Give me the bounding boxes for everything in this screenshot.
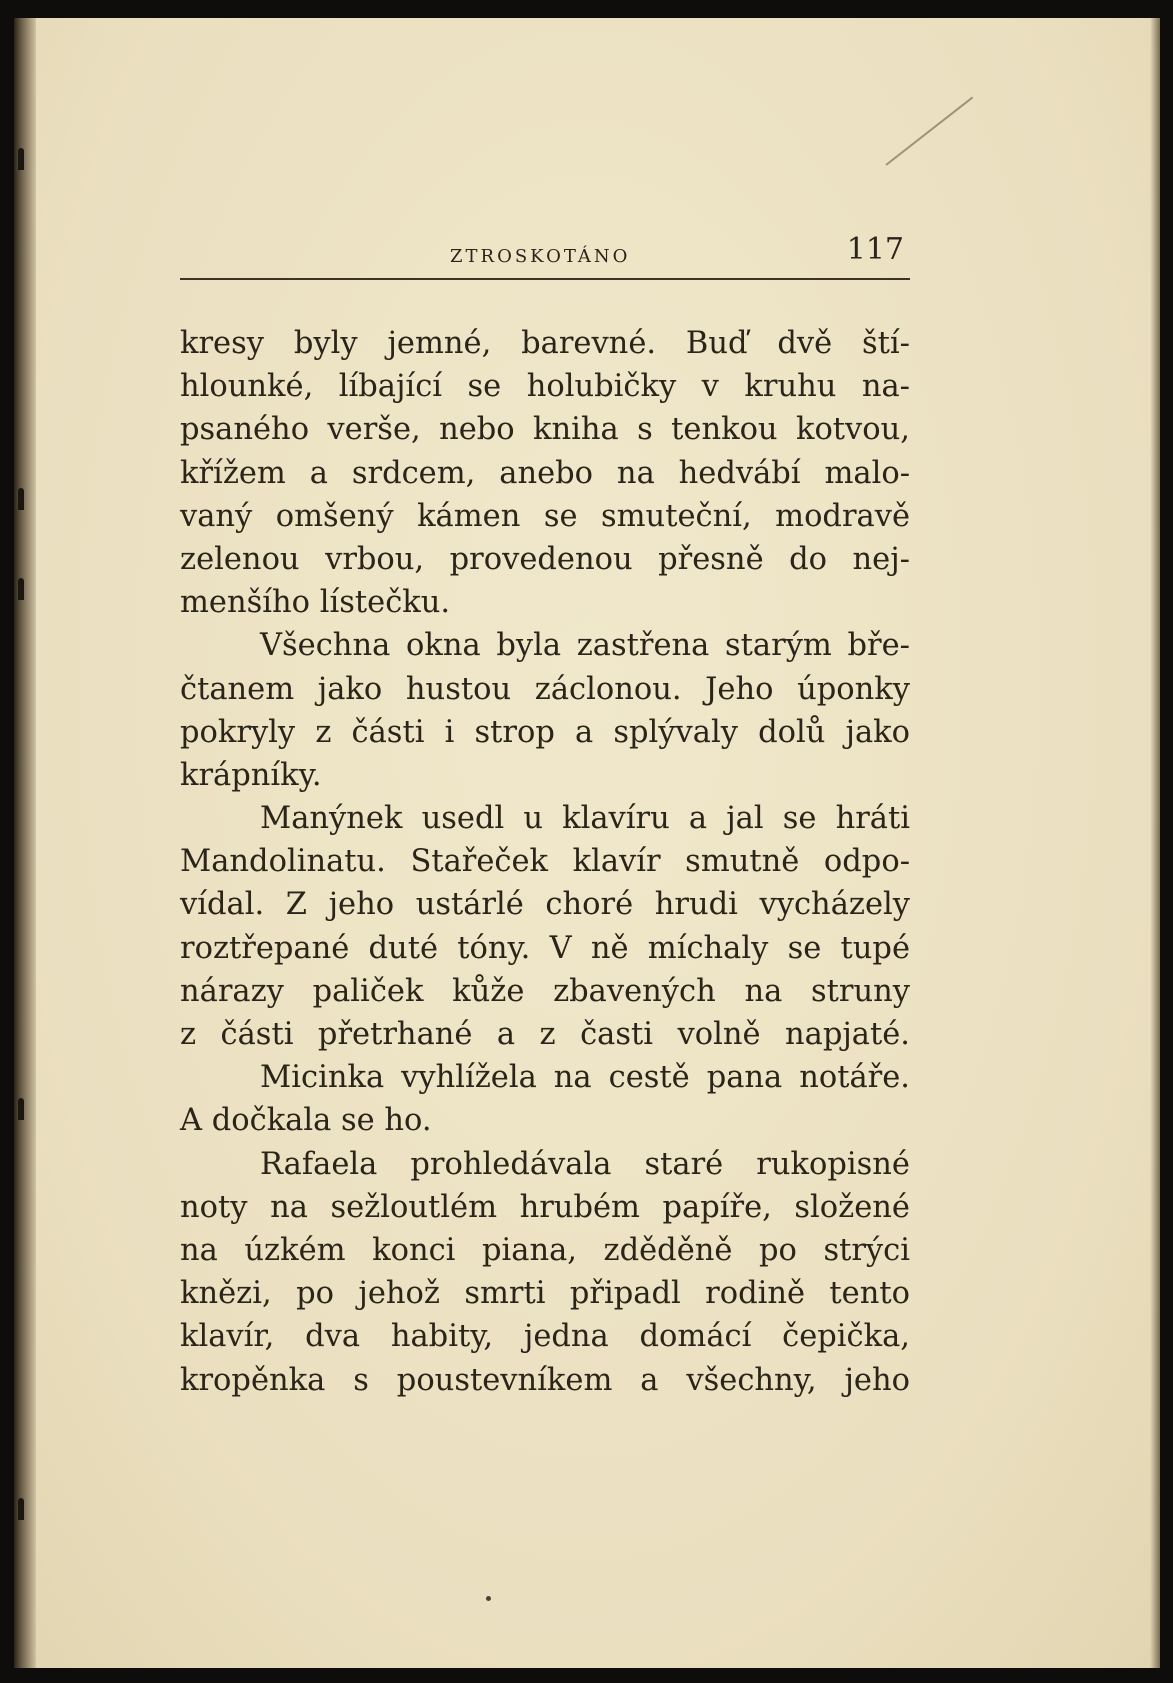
text-line: noty na sežloutlém hrubém papíře, složené — [180, 1189, 910, 1225]
page-header — [180, 232, 910, 280]
page-number: 117 — [846, 232, 904, 267]
text-line: roztřepané duté tóny. V ně míchaly se tupé — [180, 930, 910, 966]
text-line: z části přetrhané a z časti volně napjaté. — [180, 1017, 910, 1052]
page-edge-shadow — [1150, 18, 1160, 1668]
text-line: vaný omšený kámen se smuteční, modravě — [180, 498, 910, 534]
book-spine — [14, 18, 36, 1668]
text-line: menšího lístečku. — [180, 585, 451, 621]
text-line: pokryly z části i strop a splývaly dolů jako — [180, 714, 910, 750]
text-line: nárazy paliček kůže zbavených na struny — [180, 973, 910, 1009]
binding-thread-mark — [18, 578, 24, 600]
paragraph — [180, 797, 910, 1056]
paragraph — [180, 624, 910, 797]
paper-speck — [486, 1596, 491, 1601]
paragraph — [180, 1143, 910, 1402]
text-line: Všechna okna byla zastřena starým bře- — [260, 628, 910, 664]
text-line: klavír, dva habity, jedna domácí čepička, — [180, 1319, 910, 1355]
binding-thread-mark — [18, 488, 24, 510]
paragraph — [180, 322, 910, 624]
binding-thread-mark — [18, 1098, 24, 1120]
text-line: zelenou vrbou, provedenou přesně do nej- — [180, 541, 910, 577]
text-line: na úzkém konci piana, zděděně po strýci — [180, 1232, 910, 1268]
text-line: vídal. Z jeho ustárlé choré hrudi vycházely — [180, 887, 910, 923]
text-line: kresy byly jemné, barevné. Buď dvě ští- — [180, 326, 910, 361]
text-line: A dočkala se ho. — [180, 1103, 432, 1139]
running-title: ZTROSKOTÁNO — [450, 246, 631, 267]
text-line: Manýnek usedl u klavíru a jal se hráti — [260, 801, 910, 837]
book-page — [14, 18, 1160, 1668]
text-line: Micinka vyhlížela na cestě pana notáře. — [260, 1060, 910, 1096]
text-line: kropěnka s poustevníkem a všechny, jeho — [180, 1362, 910, 1398]
binding-thread-mark — [18, 148, 24, 170]
text-line: křížem a srdcem, anebo na hedvábí malo- — [180, 455, 910, 491]
text-line: Mandolinatu. Stařeček klavír smutně odpo- — [180, 844, 910, 880]
body-text — [180, 322, 910, 1402]
text-line: psaného verše, nebo kniha s tenkou kotvou, — [180, 412, 910, 448]
binding-thread-mark — [18, 1498, 24, 1520]
pencil-mark — [885, 96, 973, 165]
text-line: krápníky. — [180, 757, 322, 793]
text-line: čtanem jako hustou záclonou. Jeho úponky — [180, 671, 910, 707]
text-line: knězi, po jehož smrti připadl rodině tento — [180, 1276, 910, 1312]
paragraph — [180, 1056, 910, 1142]
text-line: Rafaela prohledávala staré rukopisné — [260, 1146, 910, 1182]
text-line: hlounké, líbající se holubičky v kruhu na- — [180, 369, 910, 405]
